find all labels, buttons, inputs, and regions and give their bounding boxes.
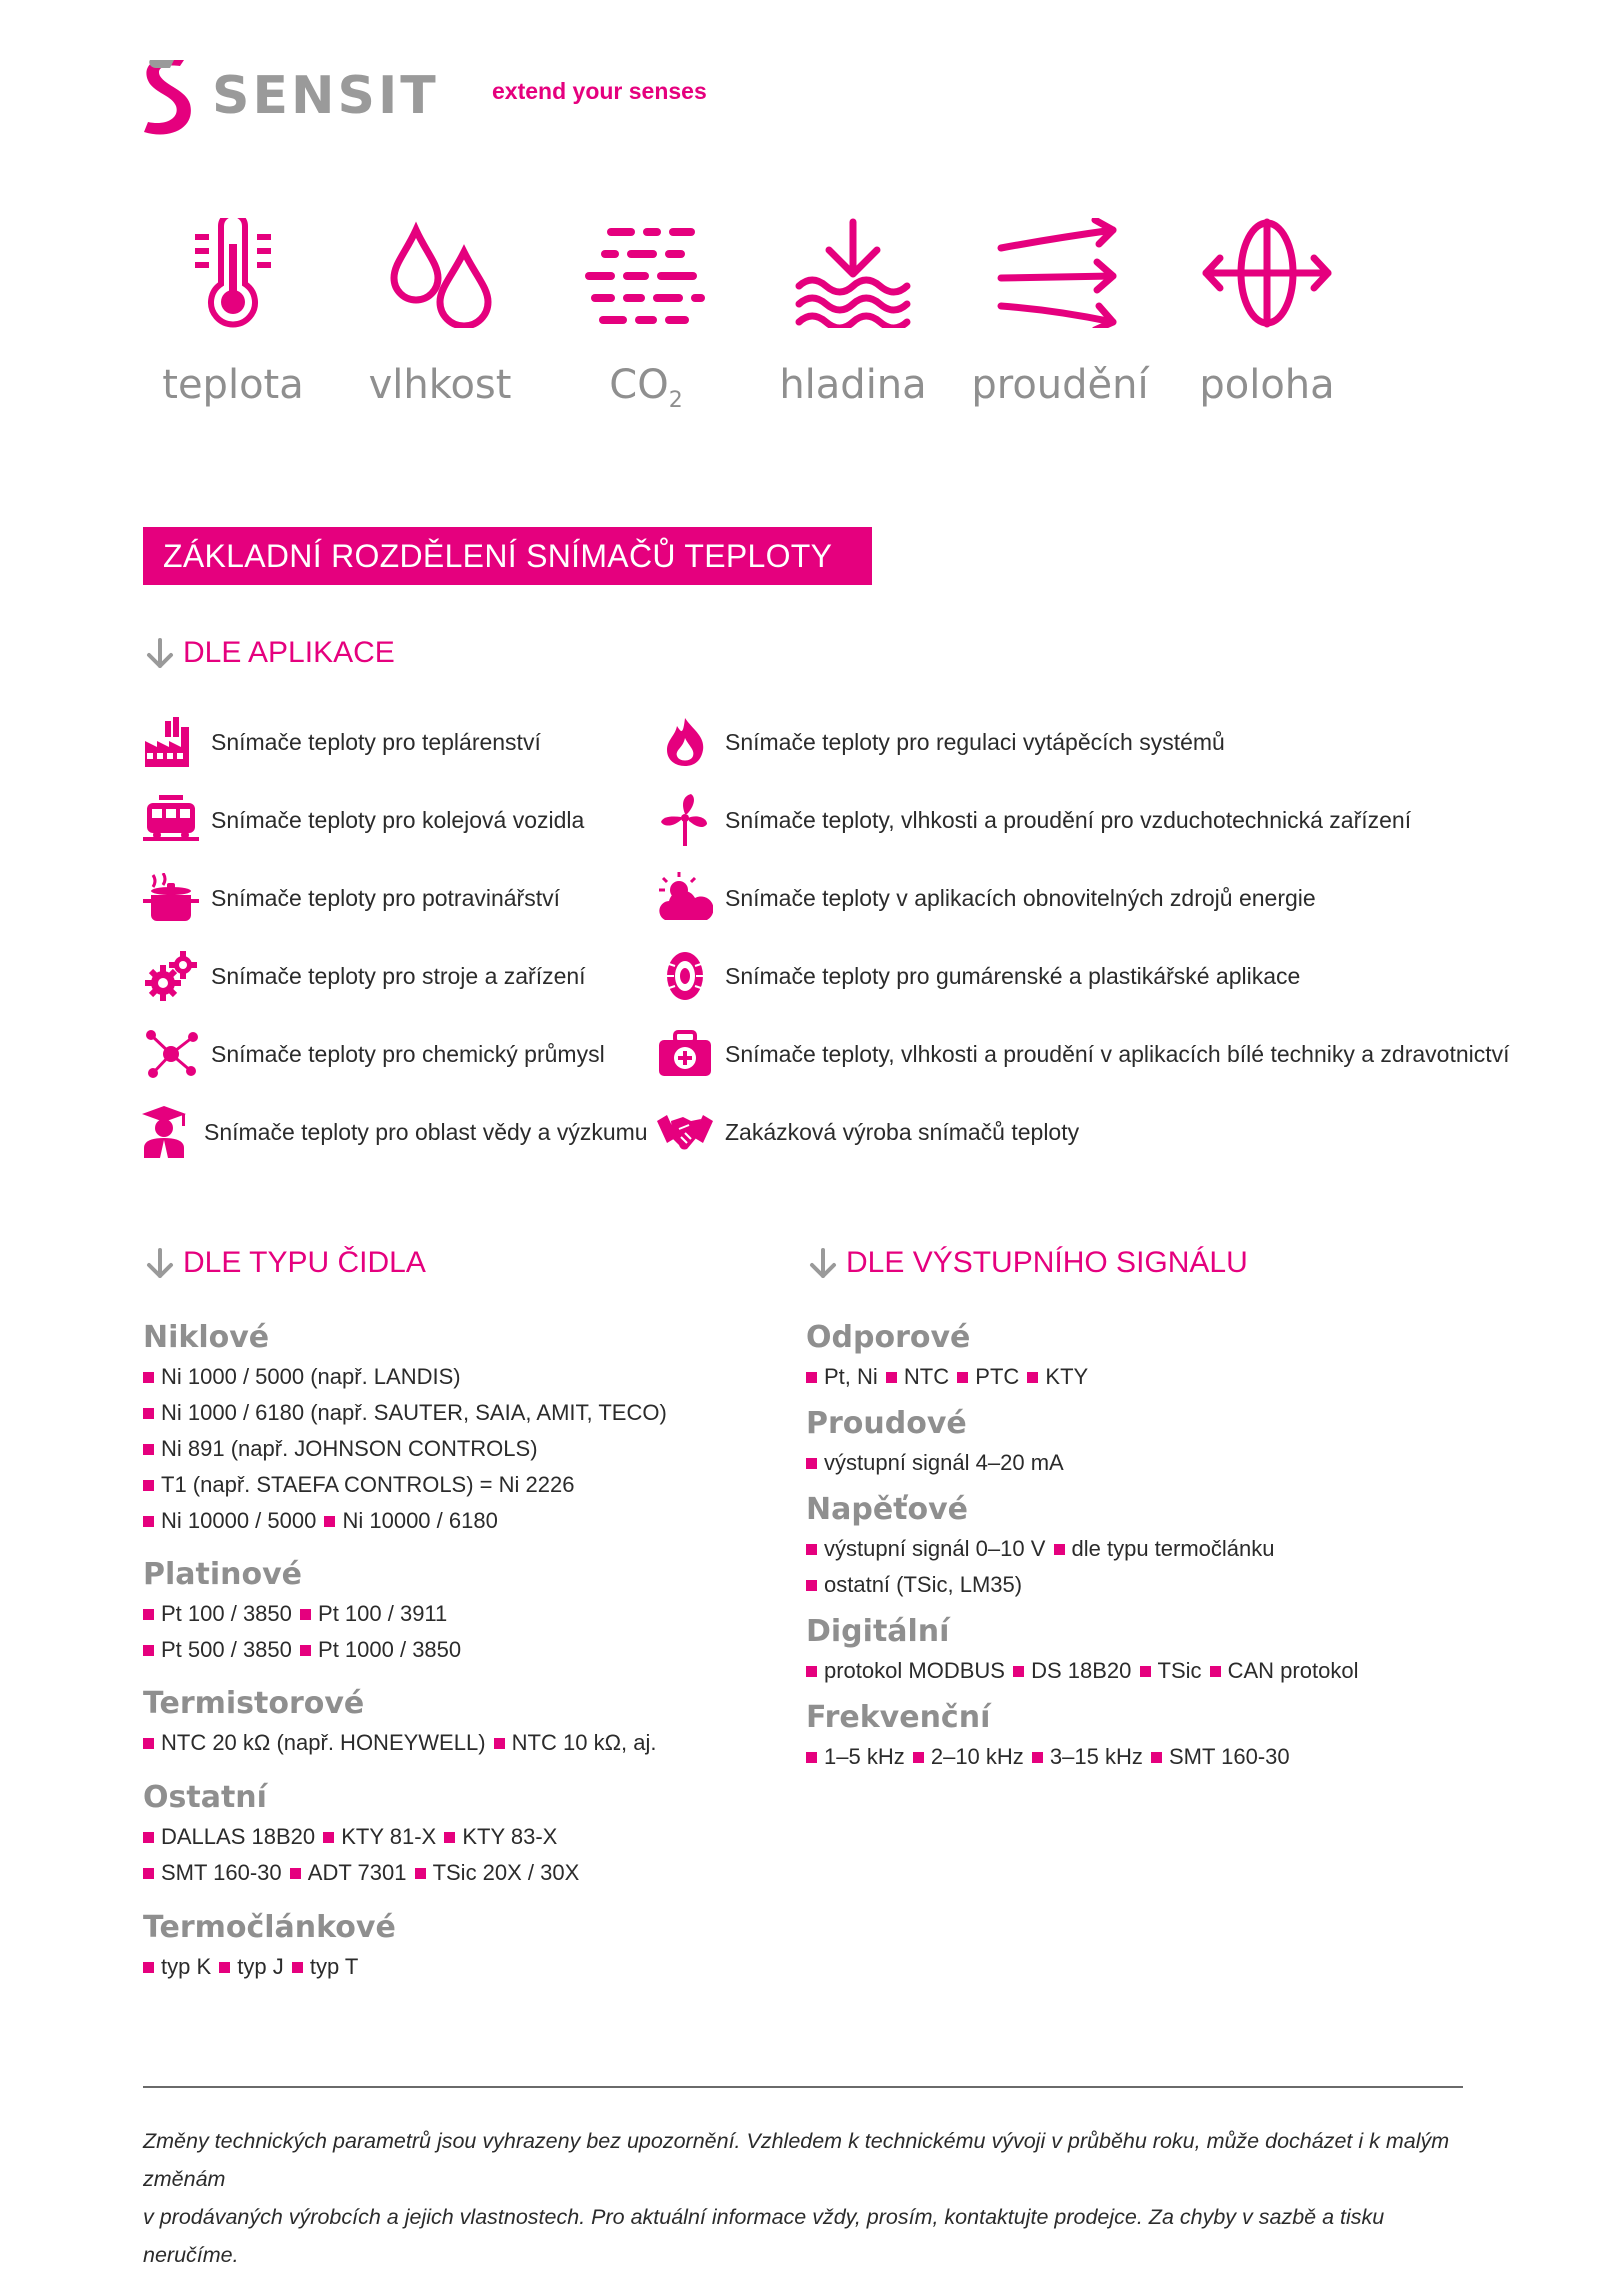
- sensor-label: poloha: [1199, 362, 1335, 408]
- group-title-proudove: Proudové: [806, 1406, 967, 1441]
- application-item: Snímače teploty pro chemický průmysl: [143, 1028, 605, 1080]
- application-item: Zakázková výroba snímačů teploty: [657, 1106, 1079, 1158]
- cooking-pot-icon: [143, 873, 199, 923]
- section-banner: ZÁKLADNÍ ROZDĚLENÍ SNÍMAČŮ TEPLOTY: [143, 527, 872, 585]
- application-item: Snímače teploty, vlhkosti a proudění v aplikacích bílé techniky a zdravotnictví: [657, 1028, 1510, 1080]
- thermometer-icon: [183, 218, 283, 328]
- group-title-frekvencni: Frekvenční: [806, 1700, 991, 1735]
- list-line: protokol MODBUS DS 18B20 TSic CAN protokol: [806, 1658, 1358, 1684]
- medical-kit-icon: [657, 1028, 713, 1080]
- list-line: výstupní signál 0–10 V dle typu termočlánku: [806, 1536, 1275, 1562]
- arrow-down-icon: [143, 1246, 177, 1280]
- list-line: NTC 20 kΩ (např. HONEYWELL) NTC 10 kΩ, aj.: [143, 1730, 656, 1756]
- group-title-ostatni: Ostatní: [143, 1780, 267, 1815]
- list-line: Pt 500 / 3850 Pt 1000 / 3850: [143, 1637, 461, 1663]
- application-item: Snímače teploty pro regulaci vytápěcích systémů: [657, 716, 1225, 768]
- group-title-digitalni: Digitální: [806, 1614, 950, 1649]
- group-title-odporove: Odporové: [806, 1320, 971, 1355]
- list-line: DALLAS 18B20 KTY 81-X KTY 83-X: [143, 1824, 557, 1850]
- list-line: Ni 891 (např. JOHNSON CONTROLS): [143, 1436, 538, 1462]
- group-title-niklove: Niklové: [143, 1320, 270, 1355]
- graduate-icon: [136, 1106, 192, 1158]
- list-line: 1–5 kHz 2–10 kHz 3–15 kHz SMT 160-30: [806, 1744, 1290, 1770]
- application-item: Snímače teploty pro teplárenství: [143, 716, 541, 768]
- group-title-termoclankove: Termočlánkové: [143, 1910, 396, 1945]
- list-line: ostatní (TSic, LM35): [806, 1572, 1022, 1598]
- brand-name: SENSIT: [212, 66, 439, 126]
- sensor-hladina: [753, 218, 953, 408]
- molecule-icon: [143, 1029, 199, 1079]
- subhead-by-signal: DLE VÝSTUPNÍHO SIGNÁLU: [806, 1246, 1248, 1280]
- application-item: Snímače teploty v aplikacích obnovitelných zdrojů energie: [657, 872, 1316, 924]
- position-icon: [1202, 218, 1332, 328]
- application-item: Snímače teploty pro stroje a zařízení: [143, 950, 586, 1002]
- factory-icon: [143, 717, 199, 767]
- list-line: SMT 160-30 ADT 7301 TSic 20X / 30X: [143, 1860, 579, 1886]
- footer-line-1: Změny technických parametrů jsou vyhrazeny bez upozornění. Vzhledem k technickému vývoji v průběhu roku, může docházet i k malým změnám: [143, 2129, 1450, 2191]
- list-line: Ni 1000 / 6180 (např. SAUTER, SAIA, AMIT, TECO): [143, 1400, 667, 1426]
- subhead-by-type: DLE TYPU ČIDLA: [143, 1246, 426, 1280]
- co2-icon: [581, 218, 711, 328]
- sensor-label: vlhkost: [368, 362, 512, 408]
- sun-cloud-icon: [657, 872, 713, 924]
- list-line: výstupní signál 4–20 mA: [806, 1450, 1064, 1476]
- footer-line-2: v prodávaných výrobcích a jejich vlastnostech. Pro aktuální informace vždy, prosím, kontaktujte prodejce. Za chyby v sazbě a tisku neručíme.: [143, 2205, 1385, 2267]
- sensor-label: $CO_2$: [609, 362, 683, 413]
- group-title-termistorove: Termistorové: [143, 1686, 365, 1721]
- footer-divider: [143, 2086, 1463, 2088]
- application-item: Snímače teploty, vlhkosti a proudění pro vzduchotechnická zařízení: [657, 794, 1411, 846]
- list-line: Ni 1000 / 5000 (např. LANDIS): [143, 1364, 461, 1390]
- handshake-icon: [657, 1107, 713, 1157]
- sensor-co2: [546, 218, 746, 413]
- flame-icon: [657, 716, 713, 768]
- arrow-down-icon: [806, 1246, 840, 1280]
- group-title-platinove: Platinové: [143, 1557, 303, 1592]
- gears-icon: [143, 951, 199, 1001]
- application-item: Snímače teploty pro gumárenské a plastikářské aplikace: [657, 950, 1300, 1002]
- application-item: Snímače teploty pro oblast vědy a výzkumu: [136, 1106, 648, 1158]
- sensor-label: hladina: [779, 362, 927, 408]
- airflow-icon: [995, 218, 1125, 328]
- footer-disclaimer: [143, 2122, 1483, 2274]
- application-item: Snímače teploty pro kolejová vozidla: [143, 794, 584, 846]
- subhead-by-application: DLE APLIKACE: [143, 636, 395, 670]
- sensor-label: teplota: [162, 362, 304, 408]
- list-line: typ K typ J typ T: [143, 1954, 358, 1980]
- slogan: extend your senses: [492, 78, 707, 104]
- sensor-teplota: [133, 218, 333, 408]
- sensor-label: proudění: [971, 362, 1149, 408]
- sensor-poloha: [1167, 218, 1367, 408]
- sensor-vlhkost: [340, 218, 540, 408]
- sensit-s-icon: [140, 56, 202, 136]
- arrow-down-icon: [143, 636, 177, 670]
- list-line: T1 (např. STAEFA CONTROLS) = Ni 2226: [143, 1472, 574, 1498]
- brand-logo: [140, 56, 439, 136]
- droplets-icon: [380, 218, 500, 328]
- list-line: Pt, Ni NTC PTC KTY: [806, 1364, 1088, 1390]
- list-line: Pt 100 / 3850 Pt 100 / 3911: [143, 1601, 447, 1627]
- list-line: Ni 10000 / 5000 Ni 10000 / 6180: [143, 1508, 498, 1534]
- fan-icon: [657, 794, 713, 846]
- group-title-napetove: Napěťové: [806, 1492, 969, 1527]
- tire-icon: [657, 950, 713, 1002]
- application-item: Snímače teploty pro potravinářství: [143, 872, 560, 924]
- sensor-proudeni: [960, 218, 1160, 408]
- water-level-icon: [793, 218, 913, 328]
- train-icon: [143, 795, 199, 845]
